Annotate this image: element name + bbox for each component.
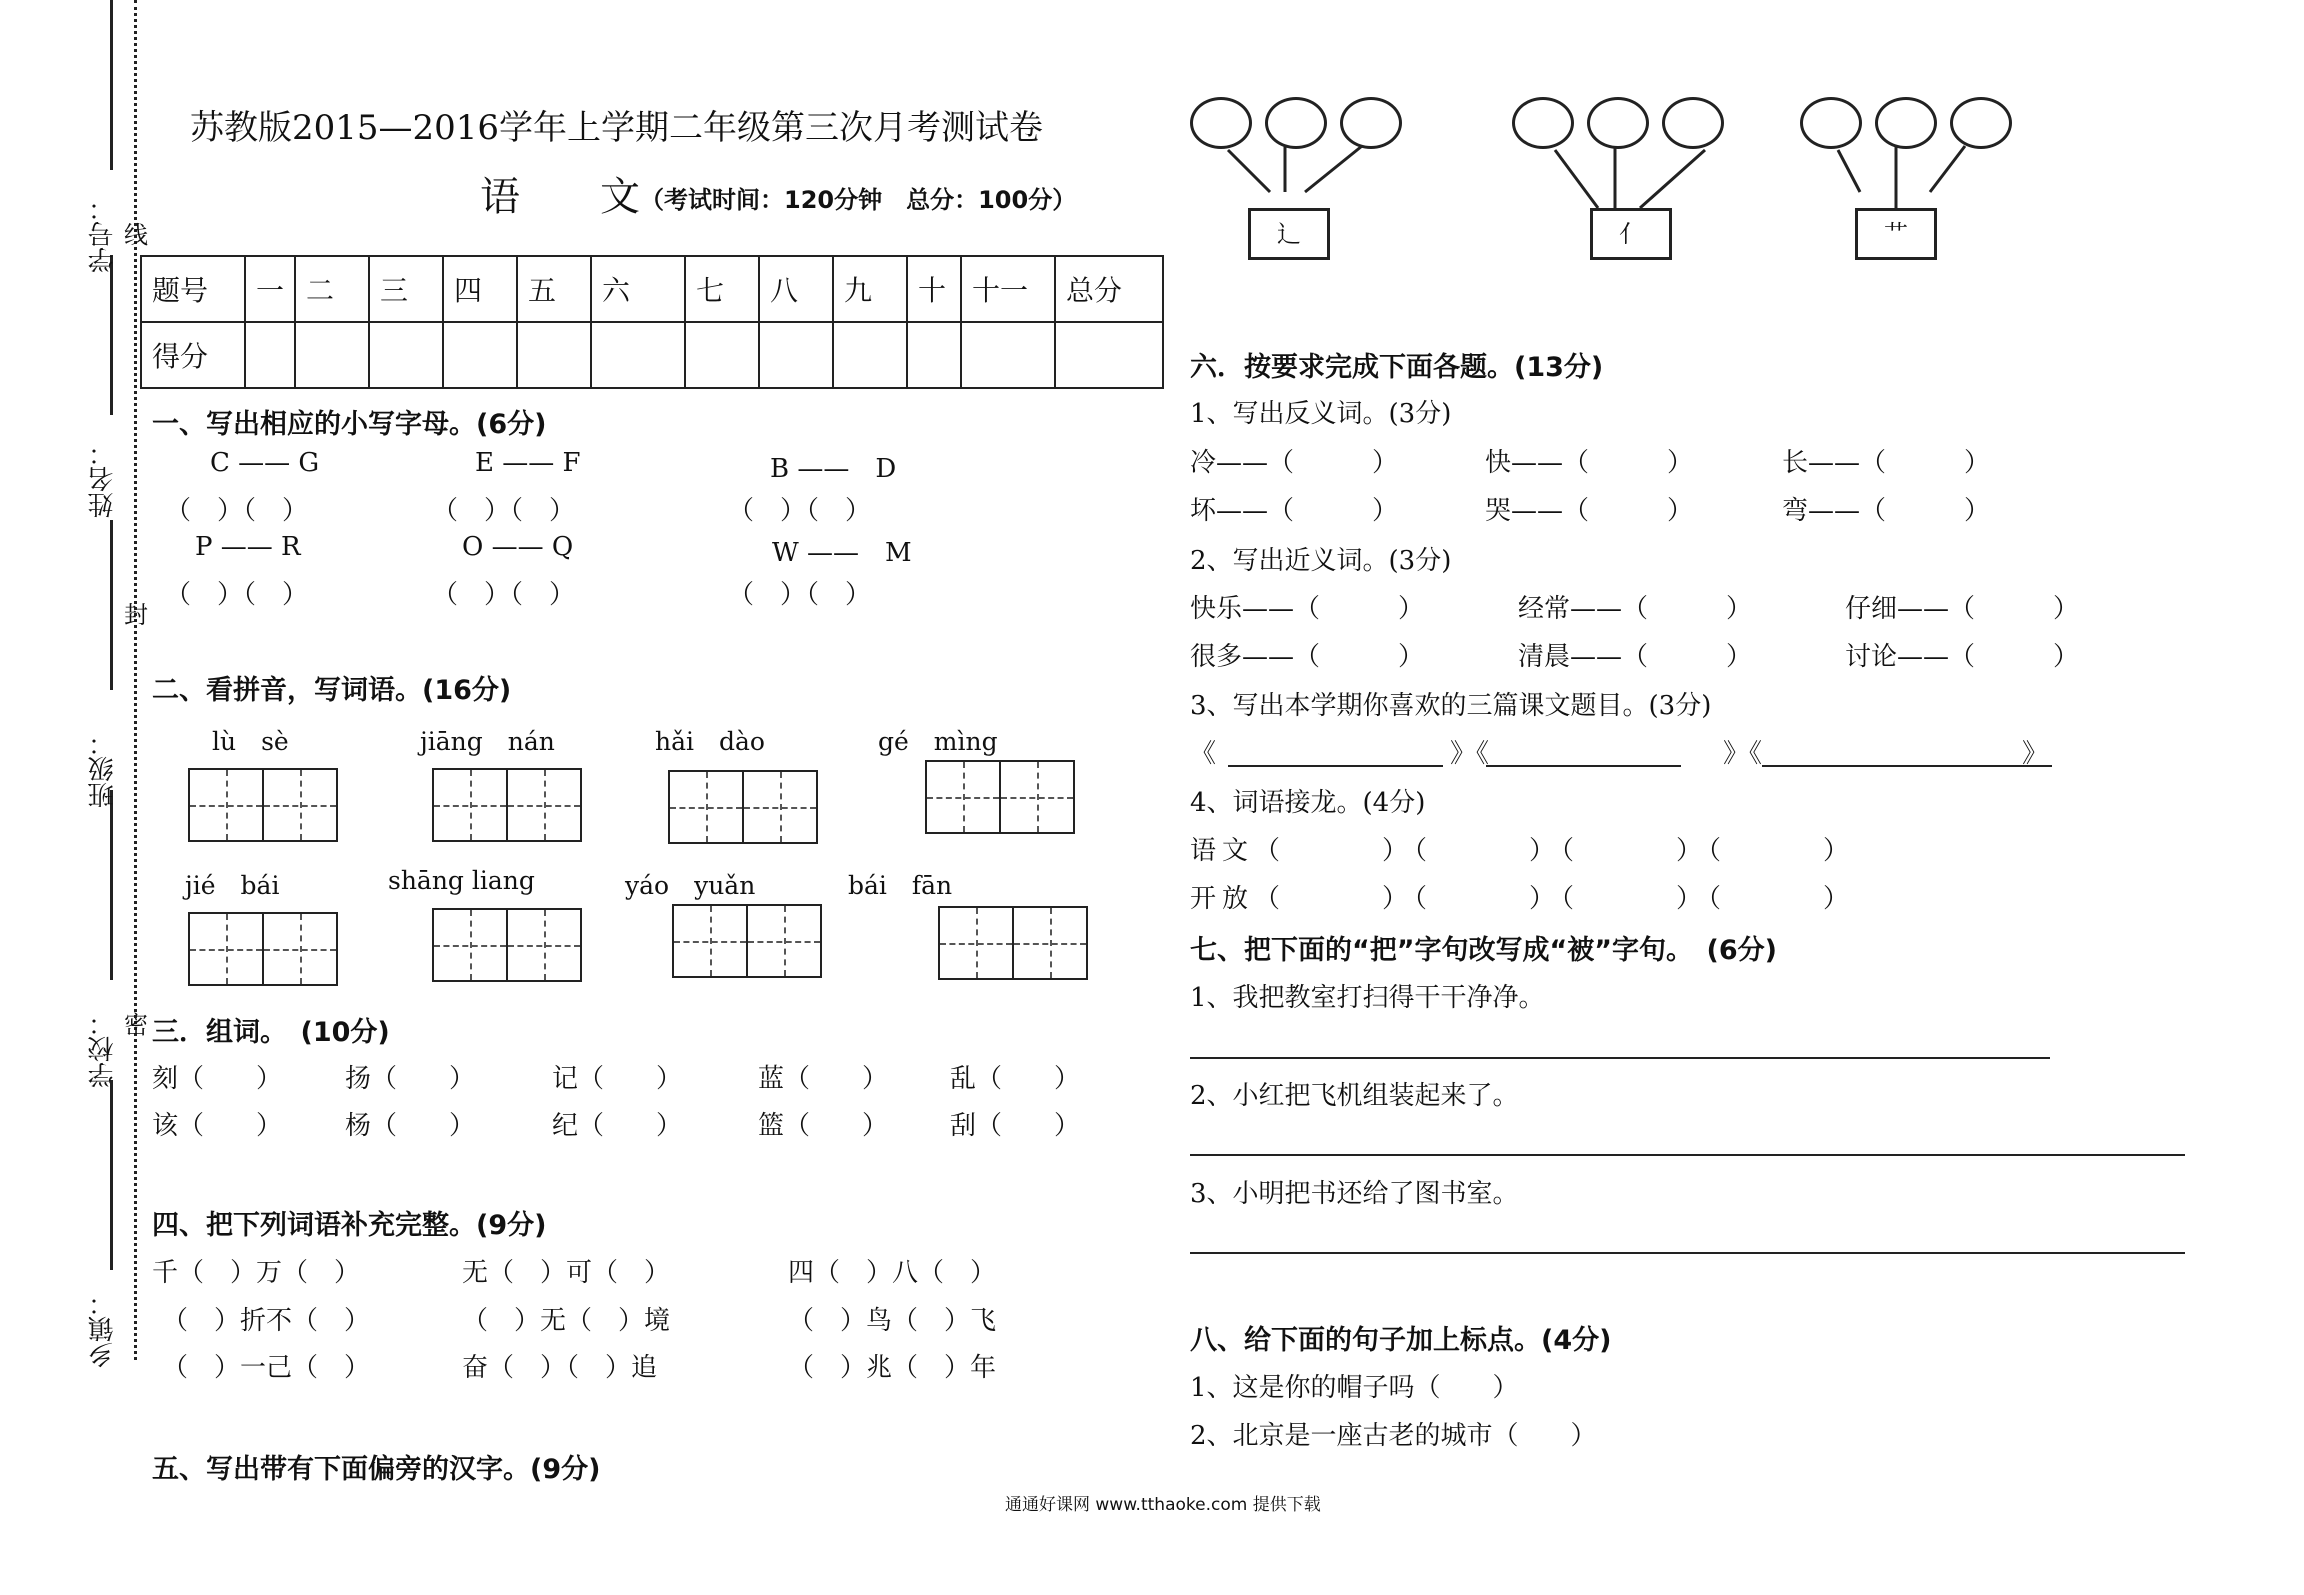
- word-item[interactable]: 扬（ ）: [345, 1064, 476, 1094]
- seal-char-feng: 封: [124, 601, 148, 629]
- section-5-heading: 五、写出带有下面偏旁的汉字。(9分): [152, 1454, 601, 1485]
- idiom-item[interactable]: 千（ ）万（ ）: [152, 1258, 361, 1288]
- table-cell: 三: [369, 256, 443, 322]
- title-underline: [1762, 765, 2052, 767]
- word-item[interactable]: 蓝（ ）: [758, 1064, 889, 1094]
- pinyin-label: jié bái: [185, 871, 280, 900]
- word-item[interactable]: 刻（ ）: [152, 1064, 283, 1094]
- table-cell: 七: [685, 256, 759, 322]
- idiom-item[interactable]: （ ）折不（ ）: [162, 1306, 371, 1336]
- table-cell: 九: [833, 256, 907, 322]
- pinyin-label: yáo yuǎn: [625, 871, 756, 900]
- title-underline: [1228, 765, 1443, 767]
- margin-label-name: 姓名：: [88, 440, 118, 518]
- table-cell: 八: [759, 256, 833, 322]
- idiom-item[interactable]: （ ）兆（ ）年: [788, 1353, 997, 1383]
- pinyin-label: hǎi dào: [655, 727, 765, 756]
- answer-circle[interactable]: [1512, 97, 1574, 149]
- sentence-item: 2、小红把飞机组装起来了。: [1190, 1081, 1519, 1111]
- word-item[interactable]: 记（ ）: [552, 1064, 683, 1094]
- exam-title: 苏教版2015—2016学年上学期二年级第三次月考测试卷: [190, 108, 1044, 148]
- margin-label-school: 学校：: [88, 1010, 118, 1088]
- idiom-item[interactable]: 四（ ）八（ ）: [788, 1258, 997, 1288]
- answer-blank[interactable]: （ ）（ ）: [432, 580, 576, 610]
- table-cell: 题号: [141, 256, 245, 322]
- sentence-item: 3、小明把书还给了图书室。: [1190, 1179, 1519, 1209]
- letter-pair: P —— R: [195, 532, 301, 562]
- pinyin-label: gé mìng: [878, 727, 998, 756]
- punctuation-item[interactable]: 1、这是你的帽子吗（ ）: [1190, 1373, 1519, 1403]
- word-item[interactable]: 乱（ ）: [950, 1064, 1081, 1094]
- exam-info: （考试时间：120分钟 总分：100分）: [640, 186, 1077, 214]
- radical-box-chuo: 辶: [1248, 208, 1330, 260]
- answer-blank[interactable]: （ ）（ ）: [728, 580, 872, 610]
- answer-line[interactable]: [1190, 1154, 2185, 1156]
- letter-pair: O —— Q: [462, 532, 574, 562]
- synonym-item[interactable]: 仔细——（ ）: [1845, 594, 2080, 624]
- letter-pair: W —— M: [772, 538, 912, 568]
- answer-circle[interactable]: [1190, 97, 1252, 149]
- sentence-item: 1、我把教室打扫得干干净净。: [1190, 983, 1545, 1013]
- question-label: 1、写出反义词。(3分): [1190, 399, 1452, 429]
- idiom-item[interactable]: 无（ ）可（ ）: [462, 1258, 671, 1288]
- answer-circle[interactable]: [1587, 97, 1649, 149]
- seal-char-xian: 线: [124, 221, 148, 249]
- word-item[interactable]: 篮（ ）: [758, 1111, 889, 1141]
- answer-circle[interactable]: [1265, 97, 1327, 149]
- synonym-item[interactable]: 很多——（ ）: [1190, 642, 1425, 672]
- table-cell: 四: [443, 256, 517, 322]
- section-7-heading: 七、把下面的“把”字句改写成“被”字句。 (6分): [1190, 935, 1777, 966]
- answer-blank[interactable]: （ ）（ ）: [165, 580, 309, 610]
- idiom-item[interactable]: （ ）无（ ）境: [462, 1306, 671, 1336]
- table-cell: 五: [517, 256, 591, 322]
- synonym-item[interactable]: 快乐——（ ）: [1190, 594, 1425, 624]
- radical-box-ren: 亻: [1590, 208, 1672, 260]
- question-label: 3、写出本学期你喜欢的三篇课文题目。(3分): [1190, 691, 1712, 721]
- answer-circle[interactable]: [1662, 97, 1724, 149]
- margin-label-student-id: 学号：: [88, 195, 118, 273]
- answer-blank[interactable]: （ ）（ ）: [165, 496, 309, 526]
- footer-credit: 通通好课网 www.tthaoke.com 提供下载: [1005, 1495, 1321, 1515]
- section-3-heading: 三．组词。 (10分): [152, 1017, 390, 1048]
- synonym-item[interactable]: 讨论——（ ）: [1845, 642, 2080, 672]
- margin-label-town: 乡镇：: [88, 1290, 118, 1368]
- answer-circle[interactable]: [1950, 97, 2012, 149]
- word-chain-row[interactable]: 开放（ ）（ ）（ ）（ ）: [1190, 884, 1856, 914]
- seal-char-mi: 密: [124, 1011, 148, 1039]
- subject-title: 语 文: [480, 174, 640, 220]
- table-cell: 二: [295, 256, 369, 322]
- antonym-item[interactable]: 快——（ ）: [1485, 448, 1694, 478]
- idiom-item[interactable]: （ ）鸟（ ）飞: [788, 1306, 997, 1336]
- antonym-item[interactable]: 坏——（ ）: [1190, 496, 1399, 526]
- punctuation-item[interactable]: 2、北京是一座古老的城市（ ）: [1190, 1421, 1597, 1451]
- word-item[interactable]: 该（ ）: [152, 1111, 283, 1141]
- table-cell: 十一: [961, 256, 1055, 322]
- answer-blank[interactable]: （ ）（ ）: [432, 496, 576, 526]
- pinyin-label: lù sè: [212, 727, 289, 756]
- title-blanks[interactable]: 《 》《 》《 》: [1190, 739, 2049, 769]
- table-cell: 一: [245, 256, 295, 322]
- letter-pair: E —— F: [475, 448, 581, 478]
- pinyin-label: jiāng nán: [420, 727, 555, 756]
- answer-circle[interactable]: [1340, 97, 1402, 149]
- letter-pair: B —— D: [770, 454, 897, 484]
- antonym-item[interactable]: 长——（ ）: [1782, 448, 1991, 478]
- table-cell: 十: [907, 256, 961, 322]
- answer-circle[interactable]: [1800, 97, 1862, 149]
- pinyin-label: shāng liang: [388, 866, 535, 895]
- antonym-item[interactable]: 冷——（ ）: [1190, 448, 1399, 478]
- table-cell: 总分: [1055, 256, 1163, 322]
- table-cell: 得分: [141, 322, 245, 388]
- section-4-heading: 四、把下列词语补充完整。(9分): [152, 1210, 547, 1241]
- section-2-heading: 二、看拼音，写词语。(16分): [152, 675, 512, 706]
- word-item[interactable]: 刮（ ）: [950, 1111, 1081, 1141]
- word-item[interactable]: 杨（ ）: [345, 1111, 476, 1141]
- section-6-heading: 六．按要求完成下面各题。(13分): [1190, 352, 1604, 383]
- answer-blank[interactable]: （ ）（ ）: [728, 496, 872, 526]
- title-underline: [1486, 765, 1681, 767]
- idiom-item[interactable]: 奋（ ）（ ）追: [462, 1353, 658, 1383]
- question-label: 2、写出近义词。(3分): [1190, 546, 1452, 576]
- section-1-heading: 一、写出相应的小写字母。(6分): [152, 409, 547, 440]
- antonym-item[interactable]: 弯——（ ）: [1782, 496, 1991, 526]
- margin-label-class: 班级：: [88, 730, 118, 808]
- radical-box-cao: 艹: [1855, 208, 1937, 260]
- word-chain-row[interactable]: 语文（ ）（ ）（ ）（ ）: [1190, 836, 1856, 866]
- letter-pair: C —— G: [210, 448, 320, 478]
- idiom-item[interactable]: （ ）一己（ ）: [162, 1353, 371, 1383]
- synonym-item[interactable]: 经常——（ ）: [1518, 594, 1753, 624]
- answer-circle[interactable]: [1875, 97, 1937, 149]
- pinyin-label: bái fān: [848, 871, 953, 900]
- question-label: 4、词语接龙。(4分): [1190, 788, 1426, 818]
- section-8-heading: 八、给下面的句子加上标点。(4分): [1190, 1325, 1612, 1356]
- antonym-item[interactable]: 哭——（ ）: [1485, 496, 1694, 526]
- word-item[interactable]: 纪（ ）: [552, 1111, 683, 1141]
- answer-line[interactable]: [1190, 1057, 2050, 1059]
- synonym-item[interactable]: 清晨——（ ）: [1518, 642, 1753, 672]
- table-cell: 六: [591, 256, 685, 322]
- answer-line[interactable]: [1190, 1252, 2185, 1254]
